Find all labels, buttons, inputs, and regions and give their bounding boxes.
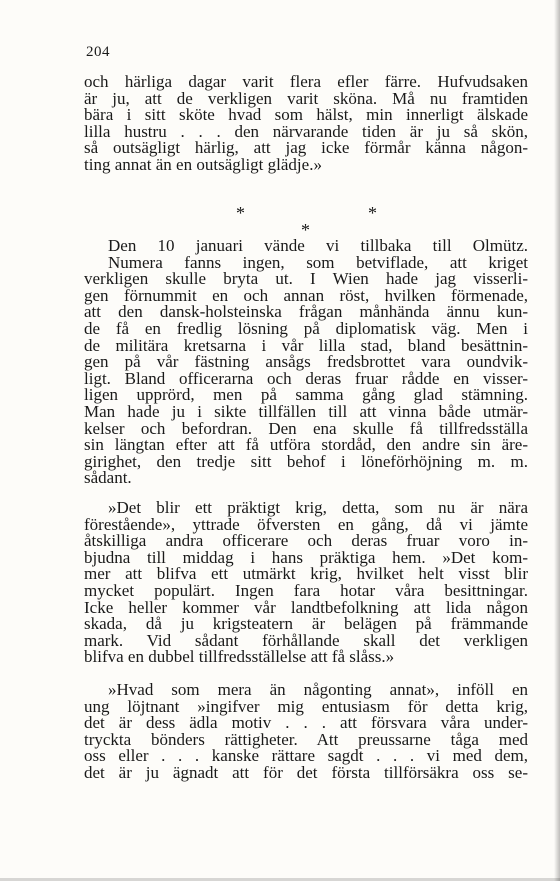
text-line: blifva en dubbel tillfredsställelse att få slåss.»: [84, 647, 395, 667]
text-line: åtskilliga andra officerare och deras fruar voro in-: [84, 531, 528, 551]
text-line: det är ju ägnadt att för det första tillförsäkra oss se-: [84, 762, 528, 782]
text-line: de få en fredlig lösning på diplomatisk väg. Men i: [84, 318, 528, 338]
page-number: 204: [86, 44, 110, 60]
asterism-star: *: [236, 203, 245, 223]
text-line: »Det blir ett präktigt krig, detta, som nu är nära: [108, 498, 528, 517]
text-line: gen förnummit en och annan röst, hvilken förmenade,: [84, 285, 528, 305]
paragraph: [84, 682, 528, 782]
text-line: Icke heller kommer vår landtbefolkning att lida någon: [84, 597, 528, 617]
text-line: bjudna till middag i hans präktiga hem. »Det kom-: [84, 547, 528, 567]
text-line: skada, då ju krigsteatern är belägen på främmande: [84, 614, 528, 634]
text-line: tryckta bönders rättigheter. Att preussarne tåga med: [84, 729, 528, 749]
text-line: mark. Vid sådant förhållande skall det verkligen: [84, 630, 528, 650]
asterism-star: *: [301, 220, 310, 240]
text-line: oss eller . . . kanske rättare sagdt . . . vi med dem,: [84, 746, 528, 766]
text-line: lilla hustru . . . den närvarande tiden är ju så skön,: [84, 121, 528, 141]
text-line: Numera fanns ingen, som betviflade, att kriget: [108, 252, 528, 272]
text-line: kelser och befordran. Den ena skulle få tillfredsställa: [84, 418, 528, 438]
text-line: mycket populärt. Ingen fara hotar våra besittningar.: [84, 580, 528, 600]
text-line: är ju, att de verkligen varit sköna. Må nu framtiden: [84, 88, 528, 108]
text-line: och härliga dagar varit flera efler färre. Hufvudsaken: [84, 72, 528, 91]
text-line: mer att blifva ett utmärkt krig, hvilket helt visst blir: [84, 564, 528, 584]
text-line: ligt. Bland officerarna och deras fruar rådde en visser-: [84, 368, 528, 388]
text-line: ung löjtnant »ingifver mig entusiasm för detta krig,: [84, 696, 528, 716]
text-line: ligen upprörd, men på samma gång glad stämning.: [84, 385, 528, 405]
paragraph: [84, 500, 528, 666]
paragraph: [84, 238, 528, 487]
text-line: ting annat än en outsägligt glädje.»: [84, 154, 322, 174]
text-line: det är dess ädla motiv . . . att försvara våra under-: [84, 713, 528, 733]
text-line: de militära kretsarna i vår lilla stad, bland besättnin-: [84, 335, 528, 355]
text-line: »Hvad som mera än någonting annat», inföll en: [108, 680, 528, 699]
text-line: Man hade ju i sikte tillfällen till att vinna både utmär-: [84, 401, 528, 421]
text-line: att den dansk-holsteinska frågan månhända ännu kun-: [84, 302, 528, 322]
text-line: gen på vår fästning ansågs fredsbrottet vara oundvik-: [84, 352, 528, 372]
text-line: girighet, den tredje sitt behof i löneförhöjning m. m.: [84, 451, 528, 471]
text-line: bära i sitt sköte hvad som hälst, min innerligt älskade: [84, 105, 528, 125]
text-line: sådant.: [84, 468, 132, 488]
text-line: så outsägligt härlig, att jag icke förmår känna någon-: [84, 138, 528, 158]
text-line: Den 10 januari vände vi tillbaka till Olmütz.: [108, 236, 528, 255]
paragraph-continuation: [84, 74, 528, 174]
asterism-star: *: [368, 203, 377, 223]
text-line: sin längtan efter att få utföra stordåd, den andre sin äre-: [84, 435, 528, 455]
text-line: verkligen skulle bryta ut. I Wien hade jag visserli-: [84, 269, 528, 289]
page-edge-shadow: [554, 0, 560, 881]
text-line: förestående», yttrade öfversten en gång, då vi jämte: [84, 514, 528, 534]
